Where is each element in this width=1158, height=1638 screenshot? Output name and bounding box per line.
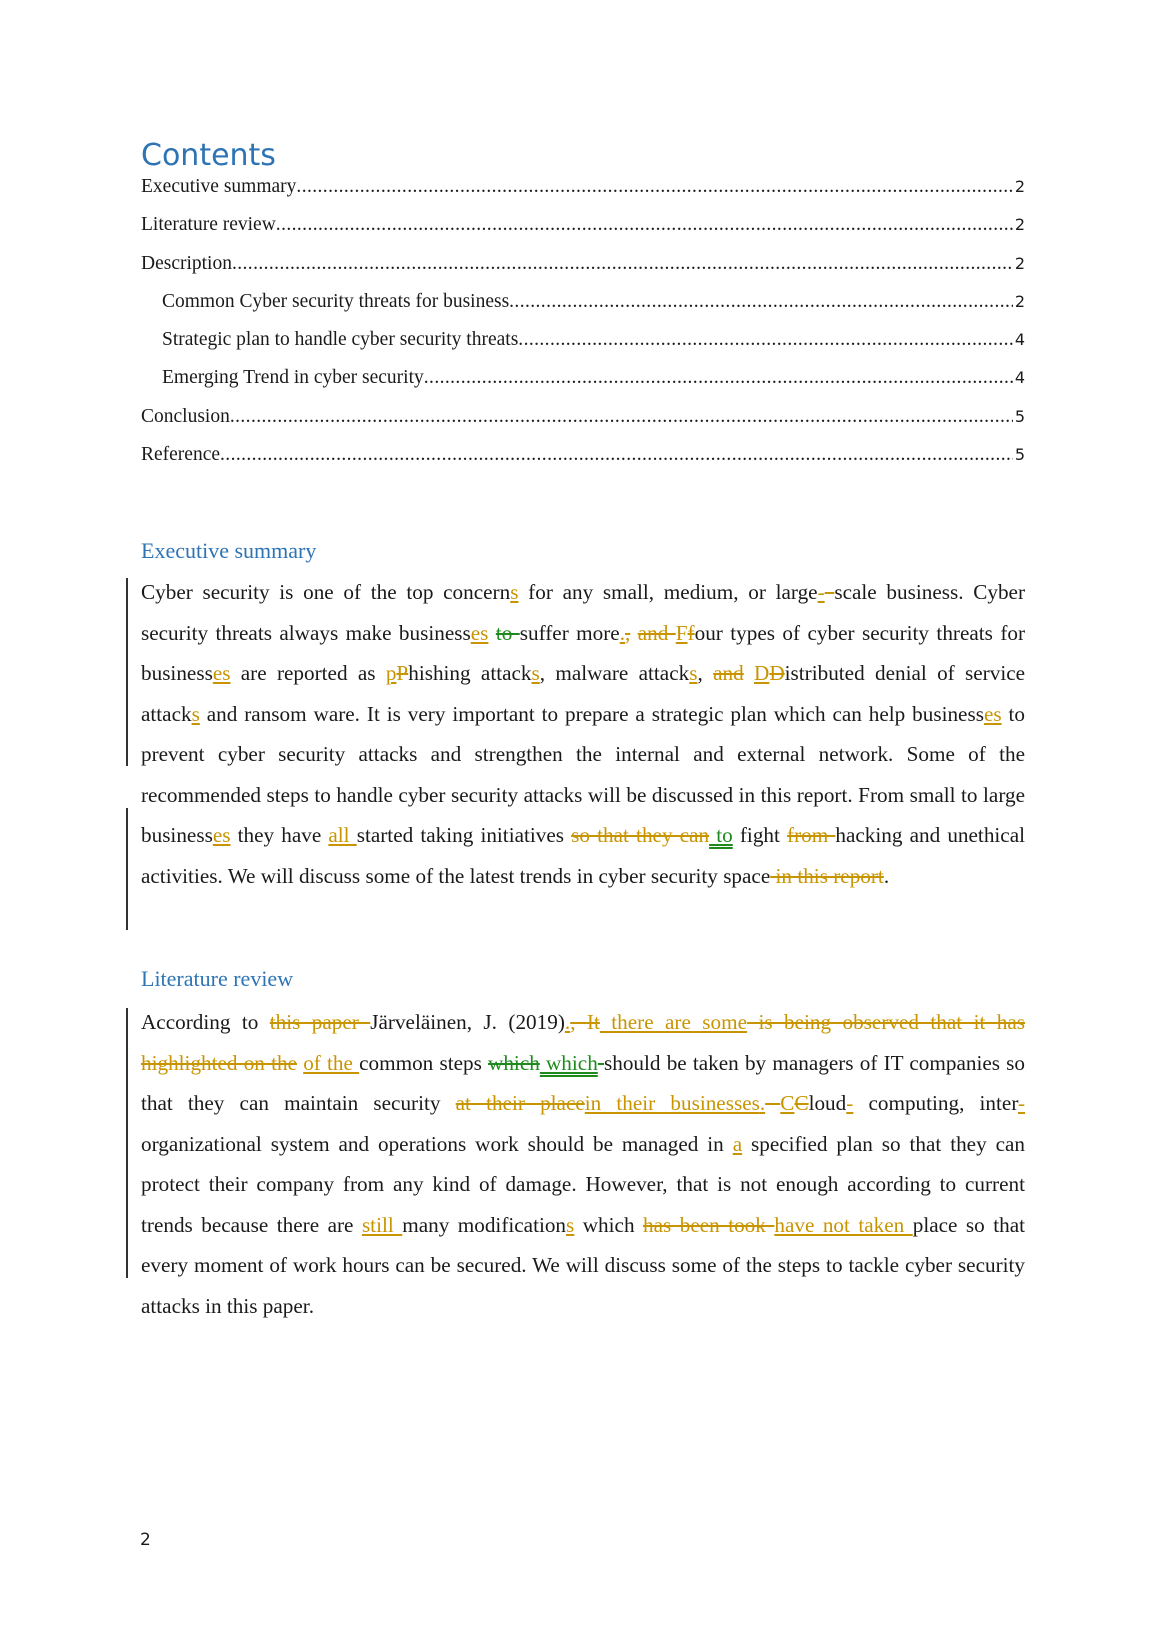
text-run: specified plan so that they can protect their company from any kind of damage. However, that is not enough according to current trends because there are	[141, 1131, 1025, 1237]
inserted-text: have not taken	[774, 1212, 913, 1237]
inserted-text: .	[759, 1091, 766, 1115]
toc-entry-label: Conclusion	[141, 405, 230, 427]
deleted-text: in this report	[770, 863, 884, 888]
toc-entry-label: Executive summary	[141, 176, 297, 197]
inserted-text: in their businesses	[584, 1091, 760, 1115]
inserted-text: .	[564, 1010, 571, 1034]
toc-entry-label: Reference	[141, 444, 221, 466]
inserted-text: p	[385, 661, 397, 685]
table-of-contents	[141, 176, 1025, 482]
change-bar	[126, 1008, 128, 1278]
deleted-text: so that they can	[571, 823, 710, 847]
deleted-text: It	[586, 1010, 600, 1034]
toc-entry[interactable]	[141, 406, 1025, 444]
deleted-text: to	[495, 620, 520, 645]
toc-entry-page: 2	[1014, 177, 1025, 196]
text-run: many modification	[402, 1212, 567, 1237]
inserted-text: es	[212, 661, 231, 685]
toc-leader-dots	[424, 367, 1013, 389]
inserted-text: -	[817, 580, 825, 604]
deleted-text: is being observed that it has highlighted on the	[141, 1010, 1026, 1075]
toc-entry-page: 5	[1014, 445, 1025, 465]
text-run	[488, 621, 495, 645]
toc-subentry[interactable]	[141, 367, 1025, 405]
text-run: which	[574, 1212, 644, 1237]
text-run: started taking initiatives	[356, 823, 572, 847]
toc-entry[interactable]	[141, 253, 1025, 291]
inserted-text: which	[539, 1050, 598, 1075]
text-run	[744, 661, 754, 685]
toc-leader-dots	[518, 329, 1013, 351]
text-run: suffer more	[519, 620, 620, 645]
text-run: scale business. Cyber security threats always make business	[141, 580, 1026, 645]
executive-summary-heading: Executive summary	[141, 538, 317, 563]
toc-leader-dots	[220, 444, 1013, 466]
toc-entry-label: Literature review	[141, 214, 276, 236]
page-number: 2	[140, 1530, 151, 1550]
deleted-text: this paper	[269, 1010, 371, 1034]
toc-leader-dots	[230, 406, 1013, 428]
inserted-text: F	[675, 620, 688, 645]
inserted-text: s	[510, 580, 519, 604]
text-run: Järveläinen, J. (2019)	[370, 1010, 565, 1034]
toc-entry-label: Common Cyber security threats for business	[162, 290, 510, 312]
inserted-text: still	[361, 1212, 403, 1237]
executive-summary-paragraph[interactable]	[141, 572, 1025, 896]
toc-entry-page: 4	[1014, 330, 1025, 350]
text-run: for any small, medium, or large	[518, 580, 818, 604]
inserted-text: -	[1017, 1091, 1026, 1115]
toc-leader-dots	[276, 214, 1013, 236]
inserted-text: D	[754, 661, 770, 685]
text-run	[630, 621, 637, 645]
inserted-text: there are some	[599, 1010, 748, 1034]
inserted-text: es	[983, 701, 1002, 726]
toc-entry[interactable]	[141, 214, 1025, 252]
inserted-text: es	[212, 823, 231, 847]
deleted-text: f	[687, 620, 695, 645]
toc-entry[interactable]	[141, 444, 1025, 482]
toc-leader-dots	[232, 253, 1013, 275]
deleted-text: has been took	[643, 1212, 775, 1237]
toc-entry-page: 2	[1014, 291, 1025, 311]
toc-entry-label: Emerging Trend in cyber security	[162, 367, 424, 389]
toc-entry-label: Strategic plan to handle cyber security threats	[162, 329, 519, 351]
text-run: hishing attack	[408, 661, 532, 685]
text-run: According to	[141, 1010, 270, 1034]
inserted-text: .	[619, 620, 626, 645]
change-bar	[126, 578, 128, 766]
inserted-text: a	[732, 1131, 743, 1156]
text-run: and ransom ware. It is very important to prepare a strategic plan which can help business	[199, 701, 984, 726]
text-run: to prevent cyber security attacks and strengthen the internal and external network. Some of the recommended steps to handle cyber security attacks will be discussed in this report. From small to large business	[141, 701, 1025, 847]
inserted-text: of the	[303, 1050, 360, 1075]
contents-title: Contents	[141, 138, 276, 173]
deleted-text: which	[488, 1050, 540, 1075]
deleted-text: and	[637, 620, 676, 645]
toc-leader-dots	[509, 291, 1013, 313]
text-run: Cyber security is one of the top concern	[141, 580, 511, 604]
inserted-text: s	[191, 701, 200, 726]
deleted-text: P	[396, 661, 409, 685]
inserted-text: s	[689, 661, 698, 685]
toc-subentry[interactable]	[141, 291, 1025, 329]
text-run: loud	[808, 1091, 847, 1115]
inserted-text: s	[566, 1212, 575, 1237]
toc-entry-page: 4	[1014, 368, 1025, 388]
text-run: they have	[230, 823, 329, 847]
text-run: .	[883, 863, 890, 888]
toc-leader-dots	[296, 176, 1012, 198]
toc-entry-page: 2	[1014, 215, 1025, 235]
deleted-text: from	[787, 823, 836, 847]
toc-entry[interactable]	[141, 176, 1025, 214]
deleted-text: D	[769, 661, 785, 685]
text-run: organizational system and operations work should be managed in	[141, 1131, 733, 1156]
deleted-text: ,	[570, 1010, 587, 1034]
text-run: our types of cyber security threats for business	[141, 620, 1026, 685]
text-run: common steps	[359, 1050, 489, 1075]
text-run: computing, inter	[853, 1091, 1018, 1115]
literature-review-paragraph[interactable]	[141, 1002, 1025, 1326]
deleted-text: at their place	[455, 1091, 585, 1115]
deleted-text	[765, 1091, 780, 1115]
text-run: fight	[732, 823, 788, 847]
toc-entry-label: Description	[141, 252, 232, 274]
text-run: place so that every moment of work hours can be secured. We will discuss some of the steps to tackle cyber security attacks in this paper.	[141, 1212, 1026, 1318]
deleted-text	[825, 580, 835, 604]
text-run: istributed denial of service attack	[141, 661, 1026, 726]
change-bar	[126, 808, 128, 930]
toc-entry-page: 2	[1014, 253, 1025, 273]
literature-review-heading: Literature review	[141, 966, 294, 991]
text-run: ,	[697, 661, 714, 685]
inserted-text: -	[846, 1091, 854, 1115]
inserted-text: to	[709, 823, 733, 847]
text-run: , malware attack	[539, 661, 690, 685]
deleted-text: and	[713, 661, 744, 685]
inserted-text: es	[470, 620, 489, 645]
text-run: hacking and unethical activities. We will discuss some of the latest trends in cyber security space	[141, 823, 1025, 888]
inserted-text: all	[328, 823, 357, 847]
text-run: are reported as	[230, 661, 386, 685]
inserted-text: s	[531, 661, 540, 685]
deleted-text: ,	[625, 620, 631, 645]
text-run: should be taken by managers of IT companies so that they can maintain security	[141, 1050, 1026, 1115]
inserted-text: C	[780, 1091, 795, 1115]
toc-subentry[interactable]	[141, 329, 1025, 367]
deleted-text: C	[794, 1091, 809, 1115]
toc-entry-page: 5	[1014, 406, 1025, 426]
